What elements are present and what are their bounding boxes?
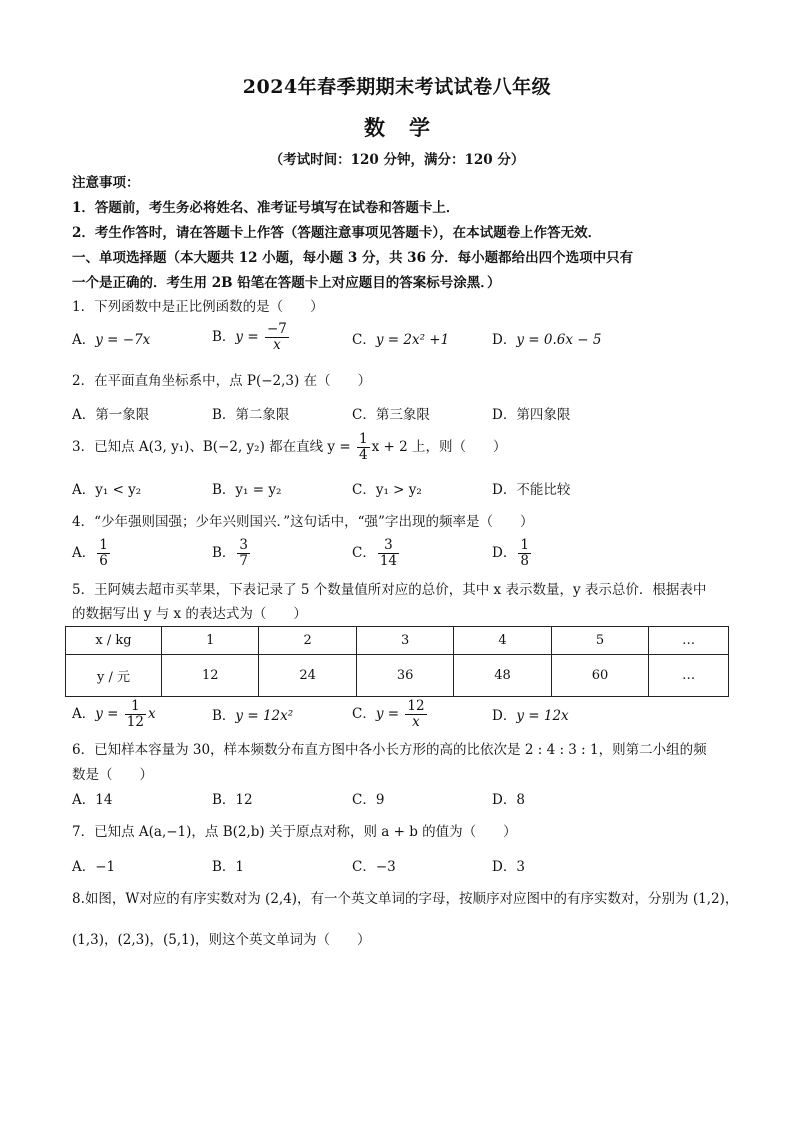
q5-table-cell: 60 [551,655,648,697]
q4-option-a-label: A． [72,545,96,561]
section1-instructions-line1: 一、单项选择题（本大题共 12 小题，每小题 3 分，共 36 分．每小题都给出四个选项中只有 [72,250,634,266]
q2-stem: 2．在平面直角坐标系中，点 P(−2,3) 在（ ） [72,373,372,389]
q5-option-c-lhs: y = [375,706,400,722]
q5-table-cell: 5 [551,627,648,655]
q2-option-a: A．第一象限 [72,407,150,423]
q4-option-b-label: B． [212,545,236,561]
q7-option-c: C．−3 [352,859,396,875]
q4-option-c-label: C． [352,545,376,561]
q2-option-d: D．第四象限 [492,407,571,423]
q1-option-b [212,322,291,353]
exam-title: 2024年春季期期末考试试卷八年级 [242,76,552,98]
q3-slope-denominator: 4 [358,447,368,463]
q1-option-c-text: y = 2x² +1 [375,332,450,348]
q5-option-a-numerator: 1 [125,699,146,715]
q2-option-c: C．第三象限 [352,407,430,423]
q5-table-cell: 2 [259,627,356,655]
q5-option-a [72,699,156,730]
q5-option-c-label: C． [352,706,376,722]
q4-option-a-fraction [97,538,110,569]
q3-option-d: D．不能比较 [492,482,571,498]
q5-table-cell: 3 [356,627,453,655]
q8-stem-line1: 8.如图，W对应的有序实数对为 (2,4)，有一个英文单词的字母，按顺序对应图中的有序实数对，分别为 (1,2)， [72,891,739,907]
q6-option-b: B．12 [212,792,253,808]
notice-item-2: 2．考生作答时，请在答题卡上作答（答题注意事项见答题卡），在本试题卷上作答无效． [72,225,602,241]
q5-option-c-fraction [405,699,426,730]
notice-heading: 注意事项： [72,175,140,191]
q3-option-c: C．y₁ > y₂ [352,482,422,498]
q4-option-d [492,538,533,569]
q5-option-d-label: D． [492,708,517,724]
q5-option-a-fraction [125,699,146,730]
section1-instructions-line2: 一个是正确的．考生用 2B 铅笔在答题卡上对应题目的答案标号涂黑．） [72,275,501,291]
q5-table-cell: 4 [454,627,551,655]
q4-option-d-label: D． [492,545,517,561]
q5-table-header-x: x / kg [66,627,162,655]
q3-stem [72,432,506,463]
q5-table-row-x [66,627,729,655]
q6-stem-line2: 数是（ ） [72,767,153,783]
q4-option-c [352,538,401,569]
q5-option-a-denominator: 12 [126,714,144,730]
q3-option-b: B．y₁ = y₂ [212,482,282,498]
q1-option-d [492,331,601,349]
q4-option-d-numerator: 1 [520,537,529,553]
q1-stem: 1．下列函数中是正比例函数的是（ ） [72,299,324,315]
q5-table-cell: 48 [454,655,551,697]
q7-option-d: D．3 [492,859,525,875]
q6-option-a: A．14 [72,792,113,808]
q7-stem: 7．已知点 A(a,−1)，点 B(2,b) 关于原点对称，则 a + b 的值为（ ） [72,824,517,840]
q4-option-c-numerator: 3 [378,538,399,554]
q5-data-table [65,626,729,697]
q1-option-d-text: y = 0.6x − 5 [516,332,602,348]
q6-option-c: C．9 [352,792,385,808]
subject-title: 数学 [364,115,454,140]
q1-option-d-label: D． [492,332,517,348]
q5-table-cell: 24 [259,655,356,697]
q4-stem: 4．“少年强则国强；少年兴则国兴．”这句话中，“强”字出现的频率是（ ） [72,514,534,530]
q2-option-b: B．第二象限 [212,407,290,423]
q8-stem-line2: (1,3)，(2,3)，(5,1)，则这个英文单词为（ ） [72,932,371,948]
q5-table-cell: 36 [356,655,453,697]
q1-option-c-label: C． [352,332,376,348]
q5-table-cell: … [649,627,729,655]
q7-option-a: A．−1 [72,859,116,875]
q5-option-a-label: A． [72,706,96,722]
q4-option-d-fraction [518,538,531,569]
q1-option-b-numerator: −7 [266,321,287,337]
q1-option-a-label: A． [72,332,96,348]
q5-table-cell: … [649,655,729,697]
q5-table-row-y [66,655,729,697]
q5-table-header-y: y / 元 [66,655,162,697]
q5-option-d [492,707,569,725]
q1-option-b-fraction [265,322,289,353]
q1-option-a [72,331,150,349]
q5-option-a-rhs: x [147,706,156,722]
q4-option-c-denominator: 14 [379,553,398,569]
q4-option-b-numerator: 3 [239,537,249,553]
q5-option-a-lhs: y = [95,706,119,722]
q1-option-b-label: B． [212,329,236,345]
q1-option-a-text: y = −7x [95,332,151,348]
q3-stem-pre: 3．已知点 A(3, y₁)、B(−2, y₂) 都在直线 y = [72,439,351,455]
q4-option-d-denominator: 8 [520,553,529,569]
q5-option-b-text: y = 12x² [235,708,294,724]
q6-stem-line1: 6．已知样本容量为 30，样本频数分布直方图中各小长方形的高的比依次是 2 : 4 : 3 : 1，则第二小组的频 [72,742,707,758]
q4-option-a-numerator: 1 [99,537,108,553]
q3-option-a: A．y₁ < y₂ [72,482,142,498]
q5-option-b [212,707,293,725]
q5-option-c [352,699,429,730]
q3-stem-post: x + 2 上，则（ ） [371,439,507,455]
q5-option-b-label: B． [212,708,236,724]
q5-option-c-denominator: x [412,714,420,730]
q5-stem-line2: 的数据写出 y 与 x 的表达式为（ ） [72,606,307,622]
q7-option-b: B．1 [212,859,245,875]
q4-option-b [212,538,252,569]
q4-option-a-denominator: 6 [99,553,108,569]
q1-option-c [352,331,449,349]
q4-option-b-denominator: 7 [239,553,249,569]
q5-option-c-numerator: 12 [407,698,425,714]
q4-option-b-fraction [237,538,250,569]
q5-table-cell: 12 [162,655,259,697]
exam-info: （考试时间：120 分钟，满分：120 分） [269,152,525,168]
notice-item-1: 1．答题前，考生务必将姓名、准考证号填写在试卷和答题卡上． [72,200,460,216]
q1-option-b-lhs: y = [235,329,259,345]
q5-table-cell: 1 [162,627,259,655]
q6-option-d: D．8 [492,792,525,808]
q5-option-d-text: y = 12x [516,708,569,724]
q1-option-b-denominator: x [273,337,281,353]
q4-option-c-fraction [378,538,399,569]
q4-option-a [72,538,112,569]
q5-stem-line1: 5．王阿姨去超市买苹果，下表记录了 5 个数量值所对应的总价，其中 x 表示数量，y 表示总价．根据表中 [72,582,707,598]
q3-slope-fraction [357,432,370,463]
q3-slope-numerator: 1 [358,431,368,447]
